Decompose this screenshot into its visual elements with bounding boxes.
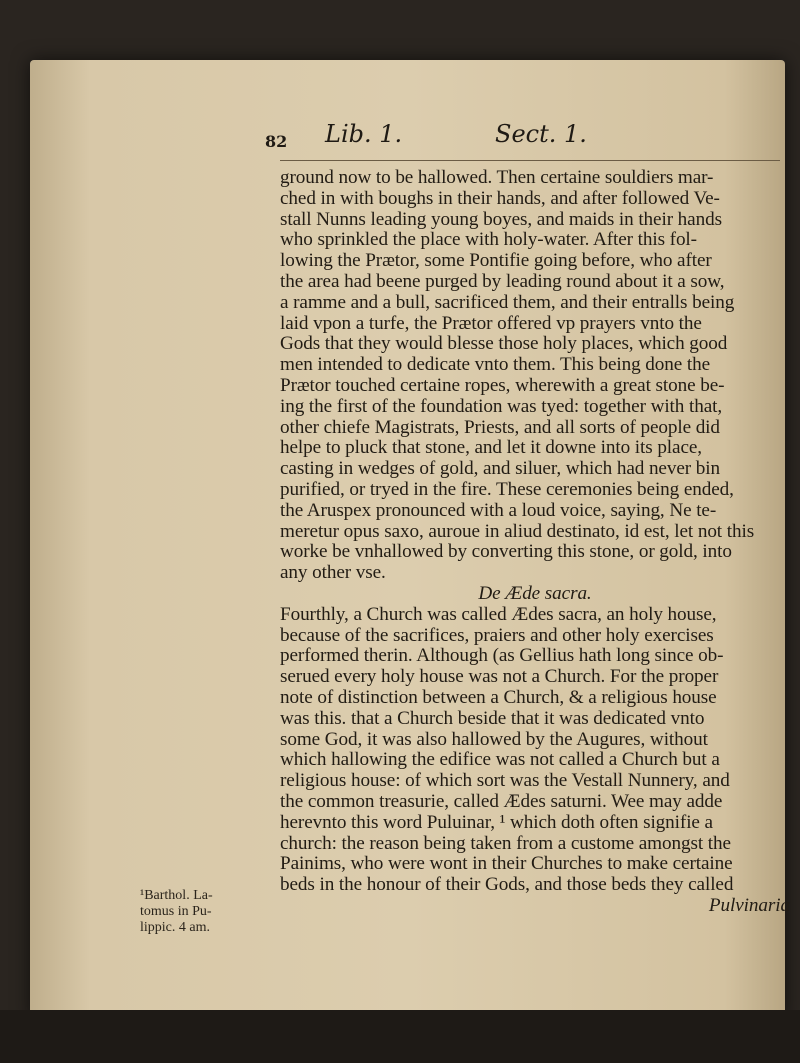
text-line: ched in with boughs in their hands, and after followed Ve- [280, 187, 720, 209]
text-line: the Aruspex pronounced with a loud voice, saying, Ne te- [280, 499, 717, 521]
section-label: Sect. 1. [495, 120, 587, 148]
catchword: Pulvinaria [708, 894, 790, 916]
text-line: the common treasurie, called Ædes saturni. Wee may adde [280, 790, 723, 812]
header-rule [280, 160, 780, 161]
margin-note-line: lippic. 4 am. [140, 920, 210, 935]
text-line: meretur opus saxo, auroue in aliud destinato, id est, let not this [280, 520, 755, 542]
text-line: church: the reason being taken from a custome amongst the [280, 832, 731, 854]
running-head [265, 118, 795, 158]
text-line: casting in wedges of gold, and siluer, which had never bin [280, 458, 720, 480]
text-line: Fourthly, a Church was called Ædes sacra, an holy house, [280, 603, 717, 625]
scan-background [0, 1010, 800, 1063]
text-line: laid vpon a turfe, the Prætor offered vp prayers vnto the [280, 312, 702, 334]
text-line: lowing the Prætor, some Pontifie going before, who after [280, 250, 712, 272]
text-line: religious house: of which sort was the Vestall Nunnery, and [280, 770, 730, 792]
text-line: serued every holy house was not a Church. For the proper [280, 666, 719, 688]
text-line: Painims, who were wont in their Churches to make certaine [280, 853, 733, 875]
text-line: worke be vnhallowed by converting this stone, or gold, into [280, 541, 732, 563]
text-line: Gods that they would blesse those holy places, which good [280, 333, 728, 355]
text-line: was this. that a Church beside that it was dedicated vnto [280, 707, 705, 729]
margin-note-line: tomus in Pu- [140, 904, 212, 919]
text-line: a ramme and a bull, sacrificed them, and their entralls being [280, 291, 735, 313]
text-line: men intended to dedicate vnto them. This being done the [280, 354, 711, 376]
body-text [280, 168, 790, 917]
text-line: any other vse. [280, 562, 386, 584]
text-line: other chiefe Magistrats, Priests, and all sorts of people did [280, 416, 720, 438]
margin-note [140, 888, 258, 936]
text-line: which hallowing the edifice was not called a Church but a [280, 749, 720, 771]
text-line: some God, it was also hallowed by the Augures, without [280, 728, 708, 750]
text-line: because of the sacrifices, praiers and other holy exercises [280, 624, 714, 646]
text-line: note of distinction between a Church, & a religious house [280, 686, 717, 708]
text-line: beds in the honour of their Gods, and those beds they called [280, 874, 734, 896]
book-label: Lib. 1. [325, 120, 403, 148]
text-line: the area had beene purged by leading round about it a sow, [280, 270, 725, 292]
text-line: herevnto this word Puluinar, ¹ which doth often signifie a [280, 811, 713, 833]
text-line: performed therin. Although (as Gellius hath long since ob- [280, 645, 724, 667]
margin-note-line: ¹Barthol. La- [140, 888, 213, 903]
text-line: ground now to be hallowed. Then certaine souldiers mar- [280, 167, 714, 188]
page-number: 82 [265, 132, 288, 151]
section-heading: De Æde sacra. [478, 582, 592, 604]
text-line: who sprinkled the place with holy-water. After this fol- [280, 229, 697, 251]
text-line: Prætor touched certaine ropes, wherewith a great stone be- [280, 374, 725, 396]
text-line: helpe to pluck that stone, and let it downe into its place, [280, 437, 702, 459]
text-line: stall Nunns leading young boyes, and maids in their hands [280, 208, 722, 230]
text-line: ing the first of the foundation was tyed: together with that, [280, 395, 723, 417]
text-line: purified, or tryed in the fire. These ceremonies being ended, [280, 478, 734, 500]
